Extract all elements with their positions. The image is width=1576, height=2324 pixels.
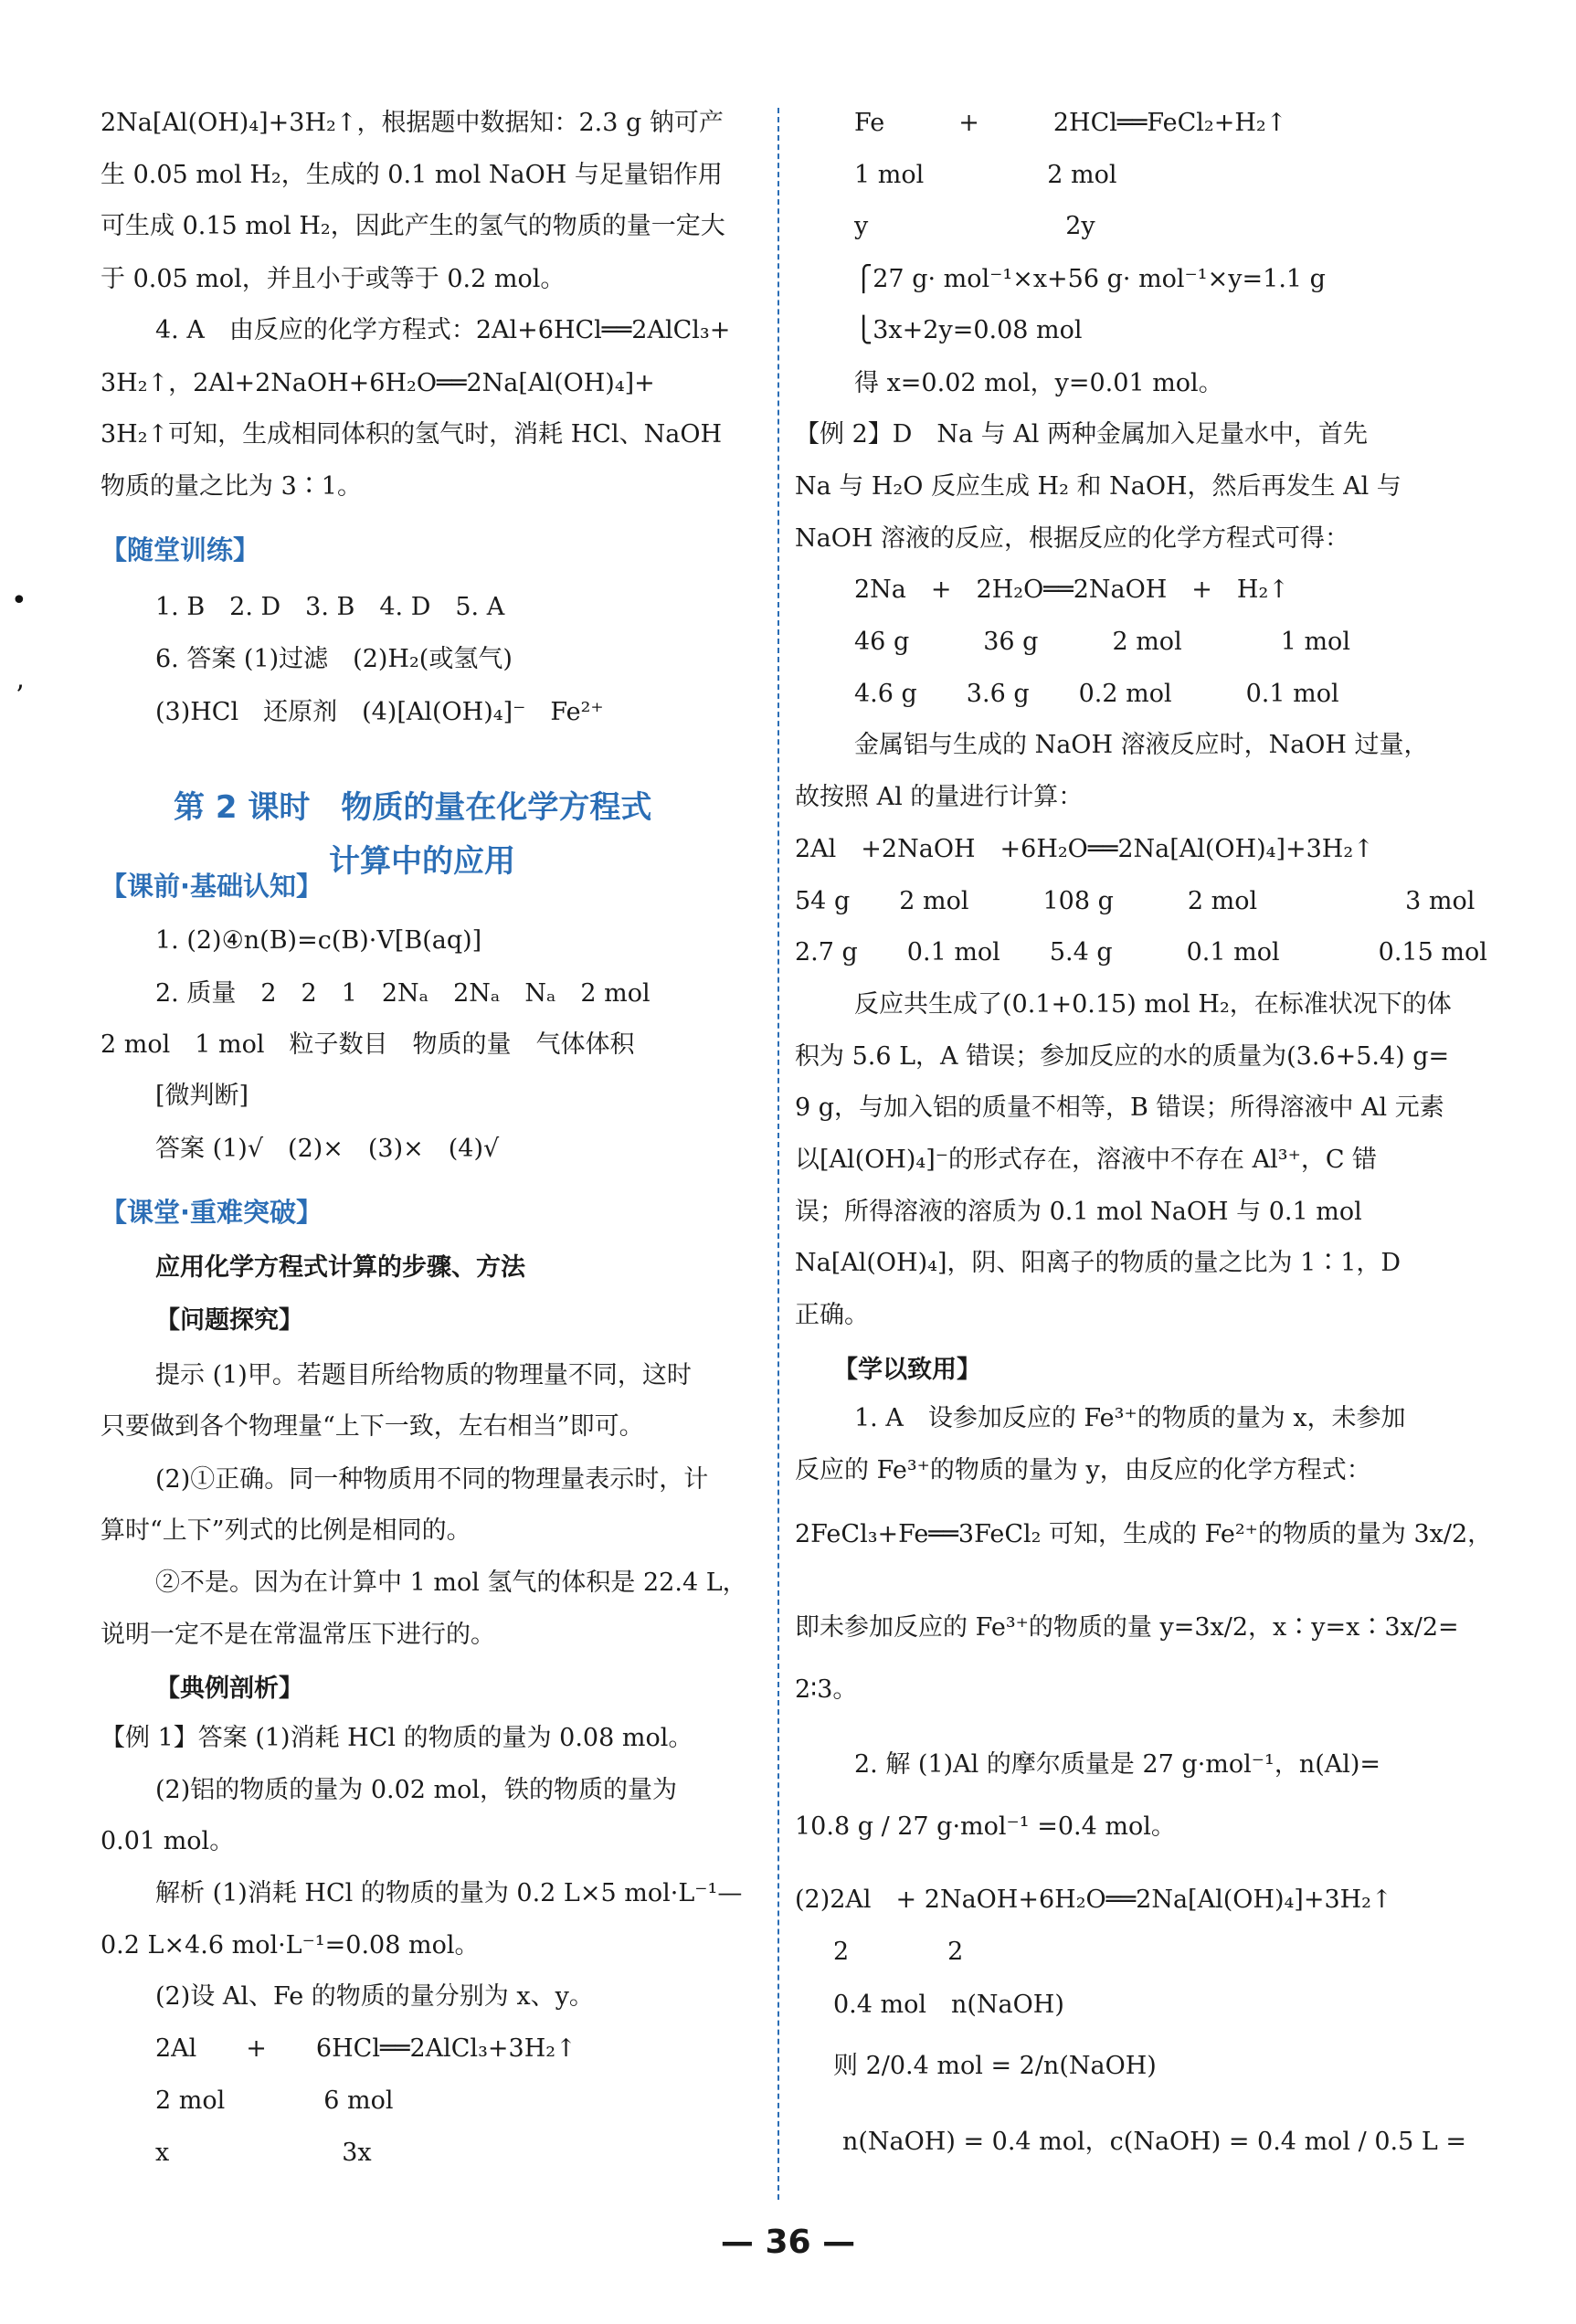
subsection-heading: 【学以致用】: [833, 1356, 981, 1384]
text-line: 4.6 g 3.6 g 0.2 mol 0.1 mol: [854, 680, 1339, 708]
text-line: (2)设 Al、Fe 的物质的量分别为 x、y。: [155, 1982, 594, 2011]
text-line: 2Na + 2H₂O══2NaOH + H₂↑: [854, 576, 1289, 604]
text-line: (2)铝的物质的量为 0.02 mol，铁的物质的量为: [155, 1776, 678, 1804]
text-line: Fe + 2HCl══FeCl₂+H₂↑: [854, 109, 1287, 137]
text-line: 金属铝与生成的 NaOH 溶液反应时，NaOH 过量，: [854, 731, 1429, 759]
text-line: 提示 (1)甲。若题目所给物质的物理量不同，这时: [155, 1361, 692, 1389]
text-line: 【例 1】答案 (1)消耗 HCl 的物质的量为 0.08 mol。: [100, 1724, 693, 1752]
text-line: 1 mol 2 mol: [854, 161, 1117, 189]
text-line: y 2y: [854, 212, 1095, 240]
text-line: NaOH 溶液的反应，根据反应的化学方程式可得：: [795, 524, 1349, 553]
text-line: 说明一定不是在常温常压下进行的。: [100, 1621, 495, 1649]
text-line: 2 mol 1 mol 粒子数目 物质的量 气体体积: [100, 1030, 635, 1059]
text-line: 解析 (1)消耗 HCl 的物质的量为 0.2 L×5 mol·L⁻¹—: [155, 1879, 743, 1907]
text-line: 以[Al(OH)₄]⁻的形式存在，溶液中不存在 Al³⁺，C 错: [795, 1146, 1378, 1174]
text-line: 46 g 36 g 2 mol 1 mol: [854, 628, 1350, 656]
text-line: n(NaOH) = 0.4 mol，c(NaOH) = 0.4 mol / 0.5 L =: [842, 2128, 1466, 2156]
text-line: 误；所得溶液的溶质为 0.1 mol NaOH 与 0.1 mol: [795, 1198, 1362, 1226]
page-number: — 36 —: [720, 2224, 856, 2261]
text-line: 54 g 2 mol 108 g 2 mol 3 mol: [795, 887, 1476, 915]
text-line: 只要做到各个物理量“上下一致，左右相当”即可。: [100, 1412, 644, 1441]
lesson-title: 第 2 课时 物质的量在化学方程式: [174, 789, 652, 826]
text-line: 1. A 设参加反应的 Fe³⁺的物质的量为 x，未参加: [854, 1404, 1406, 1432]
text-line: 算时“上下”列式的比例是相同的。: [100, 1516, 471, 1545]
subsection-heading: 【典例剖析】: [155, 1674, 303, 1703]
text-line: 2 2: [833, 1938, 964, 1966]
text-line: Na[Al(OH)₄]，阴、阳离子的物质的量之比为 1∶1，D: [795, 1249, 1401, 1277]
text-line: (2)①正确。同一种物质用不同的物理量表示时，计: [155, 1465, 709, 1494]
text-line: 【例 2】D Na 与 Al 两种金属加入足量水中，首先: [795, 420, 1369, 449]
text-line: 可生成 0.15 mol H₂，因此产生的氢气的物质的量一定大: [100, 212, 725, 240]
text-line: 得 x=0.02 mol，y=0.01 mol。: [854, 369, 1223, 397]
text-line: 1. (2)④n(B)=c(B)·V[B(aq)]: [155, 926, 482, 955]
text-line: ②不是。因为在计算中 1 mol 氢气的体积是 22.4 L，: [155, 1569, 747, 1597]
text-line: 物质的量之比为 3∶1。: [100, 472, 362, 501]
text-line: 4. A 由反应的化学方程式：2Al+6HCl══2AlCl₃+: [155, 316, 731, 344]
text-line: 即未参加反应的 Fe³⁺的物质的量 y=3x/2，x∶y=x∶3x/2=: [795, 1613, 1459, 1642]
lesson-title-line2: 计算中的应用: [329, 843, 515, 880]
text-line: 于 0.05 mol，并且小于或等于 0.2 mol。: [100, 265, 566, 293]
text-line: 0.2 L×4.6 mol·L⁻¹=0.08 mol。: [100, 1931, 480, 1960]
text-line: 反应的 Fe³⁺的物质的量为 y，由反应的化学方程式：: [795, 1456, 1371, 1484]
text-line: ⎩3x+2y=0.08 mol: [854, 316, 1083, 344]
text-line: 2Na[Al(OH)₄]+3H₂↑，根据题中数据知：2.3 g 钠可产: [100, 109, 724, 137]
text-line: 反应共生成了(0.1+0.15) mol H₂，在标准状况下的体: [854, 990, 1452, 1019]
text-line: 1. B 2. D 3. B 4. D 5. A: [155, 593, 505, 621]
text-line: Na 与 H₂O 反应生成 H₂ 和 NaOH，然后再发生 Al 与: [795, 472, 1401, 501]
text-line: 2. 解 (1)Al 的摩尔质量是 27 g·mol⁻¹，n(Al)=: [854, 1750, 1381, 1779]
text-line: 0.01 mol。: [100, 1827, 235, 1855]
text-line: 2∶3。: [795, 1675, 858, 1704]
text-line: 10.8 g / 27 g·mol⁻¹ =0.4 mol。: [795, 1812, 1176, 1841]
subsection-heading: 应用化学方程式计算的步骤、方法: [155, 1253, 525, 1282]
section-heading: 【随堂训练】: [100, 534, 260, 565]
text-line: [微判断]: [155, 1082, 249, 1110]
text-line: 3H₂↑，2Al+2NaOH+6H₂O══2Na[Al(OH)₄]+: [100, 369, 655, 397]
text-line: (2)2Al + 2NaOH+6H₂O══2Na[Al(OH)₄]+3H₂↑: [795, 1886, 1392, 1914]
subsection-heading: 【问题探究】: [155, 1306, 303, 1335]
text-line: 则 2/0.4 mol = 2/n(NaOH): [833, 2052, 1157, 2080]
column-divider: [777, 108, 779, 2200]
text-line: 故按照 Al 的量进行计算：: [795, 783, 1084, 811]
text-line: 正确。: [795, 1301, 869, 1329]
text-line: 2.7 g 0.1 mol 5.4 g 0.1 mol 0.15 mol: [795, 938, 1487, 967]
text-line: 3H₂↑可知，生成相同体积的氢气时，消耗 HCl、NaOH: [100, 420, 722, 449]
text-line: x 3x: [155, 2139, 372, 2167]
text-line: 生 0.05 mol H₂，生成的 0.1 mol NaOH 与足量铝作用: [100, 161, 723, 189]
text-line: (3)HCl 还原剂 (4)[Al(OH)₄]⁻ Fe²⁺: [155, 698, 604, 726]
text-line: 2. 质量 2 2 1 2Nₐ 2Nₐ Nₐ 2 mol: [155, 979, 650, 1008]
text-line: 答案 (1)√ (2)× (3)× (4)√: [155, 1135, 500, 1163]
text-line: 2 mol 6 mol: [155, 2086, 394, 2115]
text-line: 2FeCl₃+Fe══3FeCl₂ 可知，生成的 Fe²⁺的物质的量为 3x/2，: [795, 1520, 1493, 1548]
text-line: 2Al + 6HCl══2AlCl₃+3H₂↑: [155, 2034, 576, 2063]
text-line: 0.4 mol n(NaOH): [833, 1991, 1064, 2019]
section-heading: 【课堂·重难突破】: [100, 1197, 323, 1228]
margin-dot: •: [11, 585, 27, 617]
text-line: 9 g，与加入铝的质量不相等，B 错误；所得溶液中 Al 元素: [795, 1093, 1444, 1122]
text-line: 2Al +2NaOH +6H₂O══2Na[Al(OH)₄]+3H₂↑: [795, 835, 1374, 863]
text-line: 积为 5.6 L，A 错误；参加反应的水的质量为(3.6+5.4) g=: [795, 1042, 1450, 1071]
text-line: 6. 答案 (1)过滤 (2)H₂(或氢气): [155, 645, 513, 673]
section-heading: 【课前·基础认知】: [100, 871, 323, 902]
text-line: ⎧27 g· mol⁻¹×x+56 g· mol⁻¹×y=1.1 g: [854, 265, 1326, 293]
margin-mark: ʼ: [15, 681, 24, 713]
